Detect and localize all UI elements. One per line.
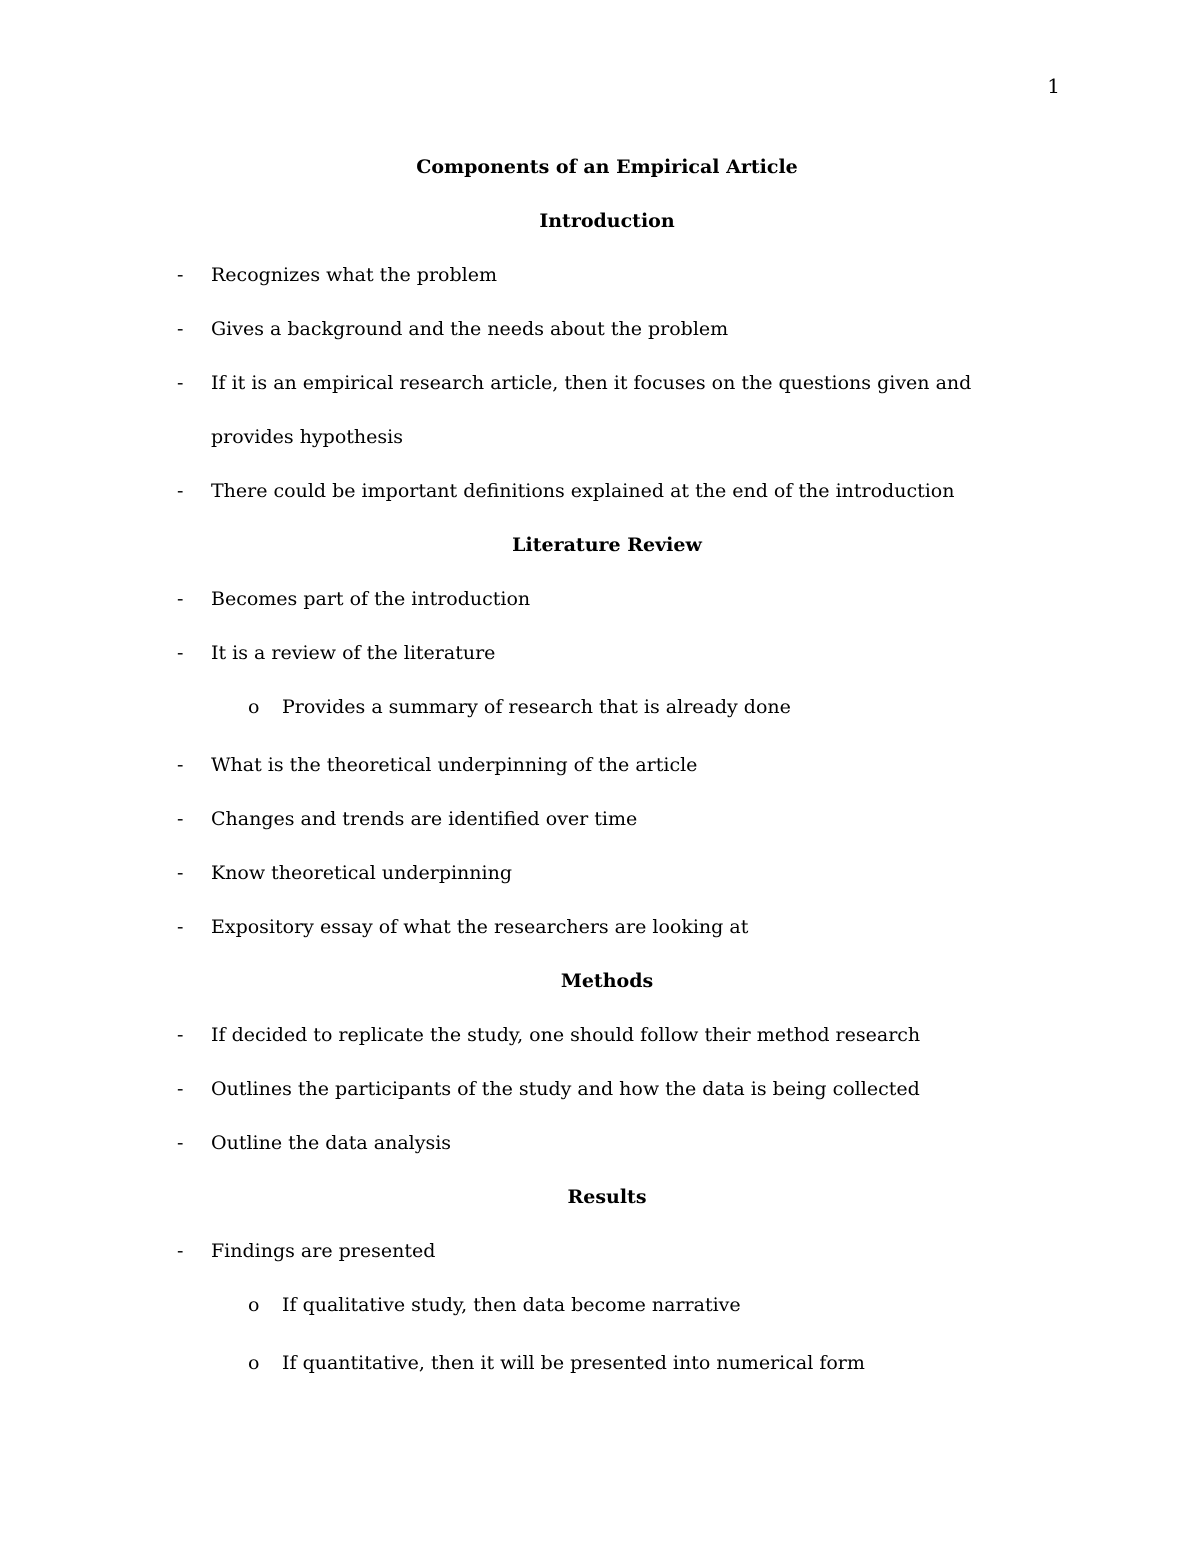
circle-bullet: o bbox=[248, 1352, 260, 1374]
circle-bullet: o bbox=[248, 696, 260, 718]
page-number: 1 bbox=[1047, 74, 1060, 98]
document-body bbox=[172, 140, 1042, 1394]
dash-bullet: - bbox=[177, 642, 184, 664]
section-heading-results: Results bbox=[567, 1186, 647, 1208]
document-title: Components of an Empirical Article bbox=[416, 156, 798, 178]
dash-bullet: - bbox=[177, 588, 184, 610]
dash-bullet: - bbox=[177, 916, 184, 938]
section-heading-introduction: Introduction bbox=[539, 210, 675, 232]
dash-bullet: - bbox=[177, 1078, 184, 1100]
list-item: - There could be important definitions explained at the end of the introduction bbox=[172, 464, 1042, 518]
dash-bullet: - bbox=[177, 1132, 184, 1154]
sub-list-item: o If qualitative study, then data become narrative bbox=[172, 1278, 1042, 1336]
dash-bullet: - bbox=[177, 264, 184, 286]
list-item: - Expository essay of what the researchers are looking at bbox=[172, 900, 1042, 954]
circle-bullet: o bbox=[248, 1294, 260, 1316]
sub-list-item: o Provides a summary of research that is already done bbox=[172, 680, 1042, 738]
dash-bullet: - bbox=[177, 754, 184, 776]
dash-bullet: - bbox=[177, 372, 184, 394]
dash-bullet: - bbox=[177, 480, 184, 502]
list-item: - Outline the data analysis bbox=[172, 1116, 1042, 1170]
list-item: - What is the theoretical underpinning of the article bbox=[172, 738, 1042, 792]
list-item: - Outlines the participants of the study and how the data is being collected bbox=[172, 1062, 1042, 1116]
sub-list-item: o If quantitative, then it will be presented into numerical form bbox=[172, 1336, 1042, 1394]
dash-bullet: - bbox=[177, 808, 184, 830]
list-item: - Changes and trends are identified over time bbox=[172, 792, 1042, 846]
list-item: - It is a review of the literature bbox=[172, 626, 1042, 680]
list-item: - Becomes part of the introduction bbox=[172, 572, 1042, 626]
list-item: - If decided to replicate the study, one should follow their method research bbox=[172, 1008, 1042, 1062]
dash-bullet: - bbox=[177, 1240, 184, 1262]
dash-bullet: - bbox=[177, 862, 184, 884]
dash-bullet: - bbox=[177, 318, 184, 340]
list-item: - Findings are presented bbox=[172, 1224, 1042, 1278]
section-heading-literature-review: Literature Review bbox=[512, 534, 702, 556]
list-item: - If it is an empirical research article, then it focuses on the questions given and provides hypothesis bbox=[172, 356, 1042, 464]
list-item: - Recognizes what the problem bbox=[172, 248, 1042, 302]
section-heading-methods: Methods bbox=[560, 970, 654, 992]
dash-bullet: - bbox=[177, 1024, 184, 1046]
list-item: - Gives a background and the needs about the problem bbox=[172, 302, 1042, 356]
list-item: - Know theoretical underpinning bbox=[172, 846, 1042, 900]
